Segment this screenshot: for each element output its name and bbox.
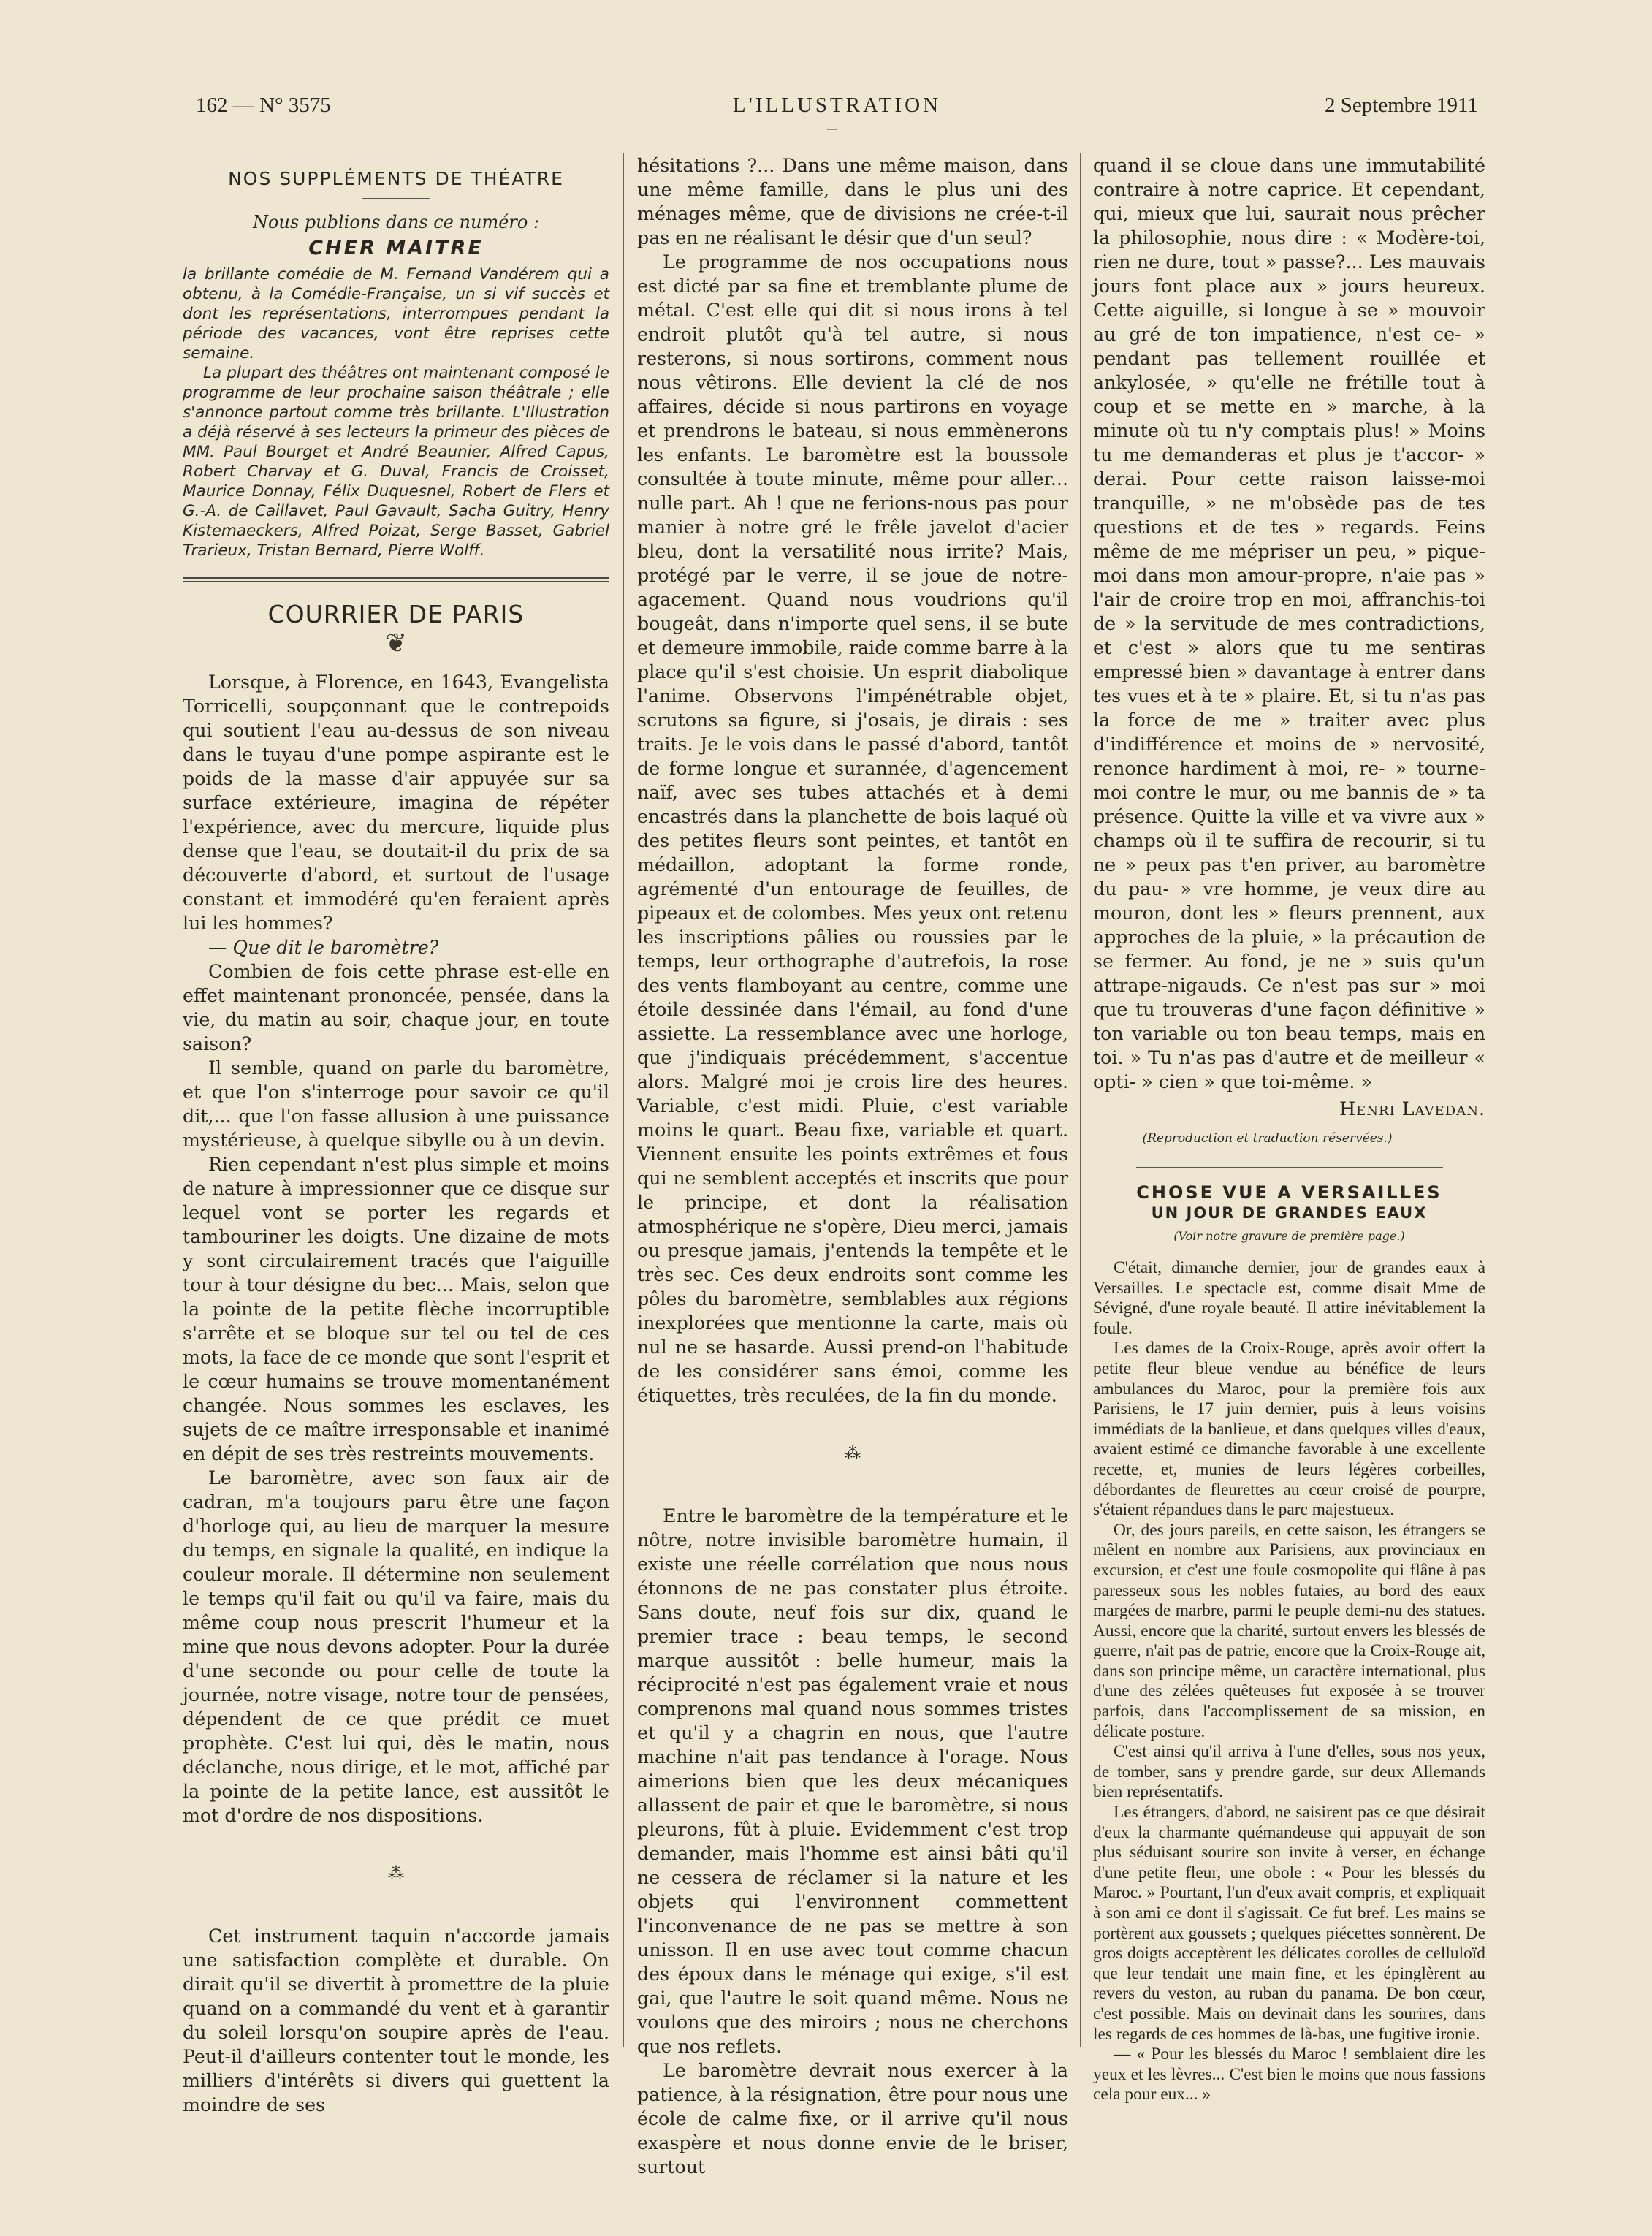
- supplements-paragraph: La plupart des théâtres ont maintenant composé le programme de leur prochaine saison théâtrale ; elle s'annonce partout comme très brillante. L'Illustration a déjà réservé à ses lecteurs la primeur des pièces de MM. Paul Bourget et André Beaunier, Alfred Capus, Robert Charvay et G. Duval, Francis de Croisset, Maurice Donnay, Félix Duquesnel, Robert de Flers et G.-A. de Caillavet, Paul Gavault, Sacha Guitry, Henry Kistemaeckers, Alfred Poizat, Serge Basset, Gabriel Trarieux, Tristan Bernard, Pierre Wolff.: [183, 364, 609, 560]
- versailles-note: (Voir notre gravure de première page.): [1173, 1229, 1405, 1243]
- rights-notice: (Reproduction et traduction réservées.): [1142, 1131, 1393, 1146]
- article-paragraph: Rien cependant n'est plus simple et moins de nature à impressionner que ce disque sur lequel vont se porter les regards et tambouriner les doigts. Une dizaine de mots y sont circulairement tracés que l'aiguille tour à tour désigne du bec... Mais, selon que la pointe de la petite flèche incorruptible s'arrête et se bloque sur tel ou tel de ces mots, la face de ce monde que sont l'esprit et le cœur humains se trouve momentanément changée. Nous sommes les esclaves, les sujets de ce maître irresponsable et inanimé en dépit de ses très restreints mouvements.: [183, 1154, 609, 1464]
- supplements-intro: Nous publions dans ce numéro :: [252, 212, 540, 232]
- fleuron-ornament: ❦: [384, 628, 408, 658]
- section-double-rule: [183, 577, 609, 582]
- versailles-paragraph: — « Pour les blessés du Maroc ! semblaient dire les yeux et les lèvres... C'est bien le moins que nous fassions cela pour eux... »: [1093, 2045, 1485, 2104]
- versailles-paragraph: C'est ainsi qu'il arriva à l'une d'elles, sous nos yeux, de tomber, sans y prendre garde, sur deux Allemands bien représentatifs.: [1093, 1742, 1485, 1802]
- article-paragraph: hésitations ?... Dans une même maison, dans une même famille, dans le plus uni des ménages même, que de divisions ne crée-t-il pas en ne réalisant le désir que d'un seul?: [637, 155, 1068, 248]
- supplements-text: [183, 265, 609, 560]
- versailles-paragraph: C'était, dimanche dernier, jour de grandes eaux à Versailles. Le spectacle est, comme disait Mme de Sévigné, d'une royale beauté. Il attire inévitablement la foule.: [1093, 1258, 1485, 1338]
- section-stars: ⁂: [845, 1445, 861, 1463]
- article-paragraph: quand il se cloue dans une immutabilité contraire à notre caprice. Et cependant, qui, mieux que lui, saurait nous prêcher la philosophie, nous dire : « Modère-toi, rien ne dure, tout » passe?... Les mauvais jours font place aux » jours heureux. Cette aiguille, si longue à se » mouvoir au gré de ton impatience, n'est ce- » pendant pas tellement rouillée et ankylosée, » qu'elle ne frétille tout à coup et se mette en » marche, à la minute où tu n'y comptais plus! » Moins tu me demanderas et plus je t'accor- » derai. Pour cette raison laisse-moi tranquille, » ne m'obsède pas de tes questions et de tes » regards. Feins même de me mépriser un peu, » pique-moi dans mon amour-propre, n'aie pas » l'air de croire trop en moi, affranchis-toi de » la servitude de mes contradictions, et c'est » alors que tu me sentiras empressé bien » davantage à entrer dans tes vues et à te » plaire. Et, si tu n'as pas la force de me » traiter avec plus d'indifférence et moins de » nervosité, renonce hardiment à moi, re- » tourne-moi contre le mur, ou me bannis de » ta présence. Quitte la ville et va vivre aux » champs où il te suffira de recourir, si tu ne » peux pas t'en priver, au baromètre du pau- » vre homme, je veux dire au mouron, dont les » fleurs prennent, aux approches de la pluie, » la précaution de se fermer. Au fond, je ne » suis qu'un attrape-nigauds. Ce n'est pas sur » moi que tu trouveras d'une façon définitive » ton variable ou ton beau temps, mais en toi. » Tu n'as pas d'autre et de meilleur « opti- » cien » que toi-même. »: [1093, 155, 1485, 1092]
- article-paragraph: Le baromètre, avec son faux air de cadran, m'a toujours paru être une façon d'horloge qui, au lieu de marquer la mesure du temps, en signale la qualité, en indique la couleur morale. Il détermine non seulement le temps qu'il fait ou qu'il va faire, mais du même coup nous prescrit l'humeur et la mine que nous devons adopter. Pour la durée d'une seconde ou pour celle de toute la journée, notre visage, notre tour de pensées, dépendent de ce que prédit ce muet prophète. C'est lui qui, dès le matin, nous déclanche, nous dirige, et le mot, affiché par la pointe de la petite lance, est aussitôt le mot d'ordre de nos dispositions.: [183, 1467, 609, 1826]
- versailles-subtitle: UN JOUR DE GRANDES EAUX: [1151, 1204, 1428, 1222]
- article-paragraph: Il semble, quand on parle du baromètre, et que l'on s'interroge pour savoir ce qu'il dit,... que l'on fasse allusion à une puissance mystérieuse, à quelque sibylle ou à un devin.: [183, 1057, 609, 1151]
- versailles-title: CHOSE VUE A VERSAILLES: [1136, 1182, 1442, 1203]
- article-paragraph: Le programme de nos occupations nous est dicté par sa fine et tremblante plume de métal. C'est elle qui dit si nous irons à tel endroit plutôt qu'à tel autre, si nous resterons, si nous sortirons, comment nous nous vêtirons. Elle devient la clé de nos affaires, décide si nous partirons en voyage et prendrons le bateau, si nous emmènerons les enfants. Le baromètre est la boussole consultée à toute minute, même pour aller... nulle part. Ah ! que ne ferions-nous pas pour manier à notre gré le frêle javelot d'acier bleu, dont la versatilité nous irrite? Mais, protégé par le verre, il se joue de notre-agacement. Quand nous voudrions qu'il bougeât, dans n'importe quel sens, il se bute et demeure immobile, raide comme barre à la place qu'il s'est choisie. Un esprit diabolique l'anime. Observons l'impénétrable objet, scrutons sa figure, si j'osais, je dirais : ses traits. Je le vois dans le passé d'abord, tantôt de forme longue et surannée, d'agencement naïf, avec ses tubes attachés et à demi encastrés dans la planchette de bois laqué où des petites fleurs sont peintes, et tantôt en médaillon, adoptant la forme ronde, agrémenté d'un entourage de feuilles, de pipeaux et de colombes. Mes yeux ont retenu les inscriptions pâlies ou roussies par le temps, leur orthographe d'autrefois, la rose des vents flamboyant au centre, comme une étoile dessinée dans l'émail, au fond d'une assiette. La ressemblance avec une horloge, que j'indiquais précédemment, s'accentue alors. Malgré moi je crois lire des heures. Variable, c'est midi. Pluie, c'est variable moins le quart. Beau fixe, variable et quart. Viennent ensuite les points extrêmes et fous qui ne semblent acceptés et inscrits que pour le principe, et dont la réalisation atmosphérique ne s'opère, Dieu merci, jamais ou presque jamais, j'entends la tempête et le très sec. Ces deux endroits sont comme les pôles du baromètre, semblables aux régions inexplorées que mentionne la carte, mais où nul ne se hasarde. Aussi prend-on l'habitude de les considérer sans émoi, comme les étiquettes, très reculées, de la fin du monde.: [637, 251, 1068, 1406]
- section-rule: [1136, 1167, 1443, 1168]
- article-paragraph: Lorsque, à Florence, en 1643, Evangelista Torricelli, soupçonnant que le contrepoids qui soutient l'eau au-dessus de son niveau dans le tuyau d'une pompe aspirante est le poids de la masse d'air appuyée sur sa surface extérieure, imagina de répéter l'expérience, avec du mercure, liquide plus dense que l'eau, se doutait-il du prix de sa découverte d'abord, et surtout de l'usage constant et immodéré qu'en feraient après lui les hommes?: [183, 672, 609, 934]
- versailles-paragraph: Les dames de la Croix-Rouge, après avoir offert la petite fleur bleue vendue au bénéfice de leurs ambulances du Maroc, pour la première fois aux Parisiens, le 17 juin dernier, puis à leurs voisins immédiats de la banlieue, et dans quelques villes d'eaux, avaient estimé ce dimanche favorable à une excellente recette, et, munies de leurs légères corbeilles, débordantes de fleurettes au cœur croisé de pourpre, s'étaient répandues dans le parc majestueux.: [1093, 1339, 1485, 1520]
- column-divider-1: [623, 153, 624, 2047]
- page-number: 162 — N° 3575: [196, 94, 331, 117]
- header-ornament: [827, 129, 837, 130]
- journal-title: L'ILLUSTRATION: [732, 94, 942, 117]
- page-header: [196, 94, 1478, 123]
- versailles-paragraph: Or, des jours pareils, en cette saison, les étrangers se mêlent en nombre aux Parisiens, aux provinciaux en excursion, et c'est une foule cosmopolite qui flâne à pas paresseux sous les nobles futaies, au bord des eaux margées de marbre, parmi le peuple demi-nu des statues. Aussi, encore que la charité, surtout envers les blessés de guerre, n'ait pas de patrie, encore que la Croix-Rouge ait, dans son principe même, un caractère international, plus d'une des zélées quêteuses fut exposée à se trouver parfois, dans l'accomplissement de sa mission, en délicate posture.: [1093, 1520, 1485, 1741]
- supplements-title: NOS SUPPLÉMENTS DE THÉATRE: [228, 168, 564, 189]
- section-stars: ⁂: [388, 1865, 404, 1883]
- article-paragraph: Combien de fois cette phrase est-elle en effet maintenant prononcée, pensée, dans la vie, du matin au soir, chaque jour, en toute saison?: [183, 961, 609, 1054]
- article-paragraph: — Que dit le baromètre?: [208, 937, 439, 958]
- title-rule: [362, 198, 430, 199]
- article-paragraph: Entre le baromètre de la température et le nôtre, notre invisible baromètre humain, il existe une réelle corrélation que nous nous étonnons de ne pas constater plus étroite. Sans doute, neuf fois sur dix, quand le premier trace : beau temps, le second marque aussitôt : belle humeur, mais la réciprocité n'est pas également vraie et nous comprenons mal quand nous sommes tristes et qu'il y a chagrin en nous, que l'autre machine n'ait pas tendance à l'orage. Nous aimerions bien que les deux mécaniques allassent de pair et que le baromètre, si nous pleurons, fût à pluie. Evidemment c'est trop demander, mais l'homme est ainsi bâti qu'il ne cessera de réclamer si la nature et les objets qui l'environnent commettent l'inconvenance de ne pas se mettre à son unisson. Il en use avec tout comme chacun des époux dans le ménage qui exige, s'il est gai, que l'autre le soit quand même. Nous ne voulons que des miroirs ; nous ne cherchons que nos reflets.: [637, 1505, 1068, 2057]
- play-title: CHER MAITRE: [308, 237, 484, 259]
- article-paragraph: Le baromètre devrait nous exercer à la patience, à la résignation, être pour nous une école de calme fixe, or il arrive qu'il nous exaspère et nous donne envie de le briser, surtout: [637, 2060, 1068, 2178]
- issue-date: 2 Septembre 1911: [1325, 94, 1478, 117]
- article-paragraph: Cet instrument taquin n'accorde jamais une satisfaction complète et durable. On dirait qu'il se divertit à promettre de la pluie quand on a commandé du vent et à garantir du soleil lorsqu'on soupire après de l'eau. Peut-il d'ailleurs contenter tout le monde, les milliers d'intérêts si divers qui guettent la moindre de ses: [183, 1925, 609, 2115]
- supplements-paragraph: la brillante comédie de M. Fernand Vandérem qui a obtenu, à la Comédie-Française, un si vif succès et dont les représentations, interrompues pendant la période des vacances, vont être reprises cette semaine.: [183, 265, 609, 362]
- column-1: [183, 153, 609, 2117]
- column-2: [637, 153, 1068, 2179]
- versailles-paragraph: Les étrangers, d'abord, ne saisirent pas ce que désirait d'eux la charmante quémandeuse qui appuyait de son plus séduisant sourire son invite à verser, en échange d'une petite fleur, une obole : « Pour les blessés du Maroc. » Pourtant, l'un d'eux avait compris, et expliquait à son ami ce dont il s'agissait. Ce fut bref. Les mains se portèrent aux goussets ; quelques piécettes sonnèrent. De gros doigts acceptèrent les délicates corolles de celluloïd que leur tendait une main fine, et les épinglèrent au revers du veston, au ruban du panama. De bon cœur, c'est possible. Mais on devinait dans les sourires, dans les regards de ces hommes de là-bas, une fugitive ironie.: [1093, 1803, 1485, 2044]
- author-signature: Henri Lavedan.: [1339, 1098, 1485, 1119]
- courrier-title: COURRIER DE PARIS: [267, 600, 525, 628]
- column-divider-2: [1080, 153, 1081, 2047]
- versailles-text: [1093, 1258, 1485, 2105]
- column-3: [1093, 153, 1485, 2105]
